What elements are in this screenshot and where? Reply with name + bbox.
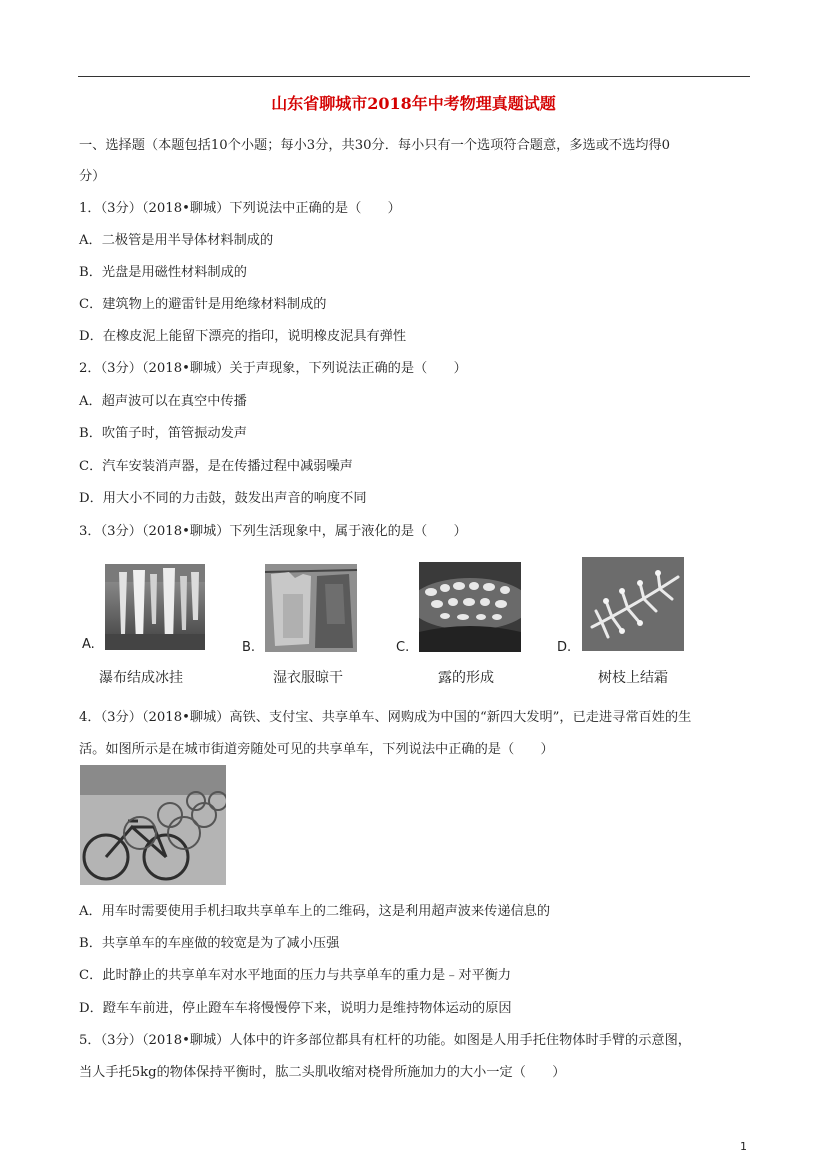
q2-option-a: A．超声波可以在真空中传播 (79, 394, 247, 409)
q3-caption-c: 露的形成 (438, 670, 494, 686)
question-2-stem: 2．（3分）（2018•聊城）关于声现象，下列说法正确的是（ ） (79, 361, 467, 376)
question-1-stem: 1．（3分）（2018•聊城）下列说法中正确的是（ ） (79, 201, 401, 216)
q3-letter-a: A. (82, 637, 95, 652)
q2-option-b: B．吹笛子时，笛管振动发声 (79, 426, 247, 441)
q4-option-b: B．共享单车的车座做的较宽是为了减小压强 (79, 936, 340, 951)
question-4-stem-cont: 活。如图所示是在城市街道旁随处可见的共享单车，下列说法中正确的是（ ） (79, 742, 554, 757)
frost-branch-photo (582, 557, 684, 651)
section-heading: 一、选择题（本题包括10个小题；每小3分，共30分．每小只有一个选项符合题意，多选或不选均得0 (79, 138, 671, 153)
q3-caption-d: 树枝上结霜 (598, 670, 668, 686)
q3-letter-b: B. (242, 640, 256, 655)
q1-option-a: A．二极管是用半导体材料制成的 (79, 233, 274, 248)
q2-option-c: C．汽车安装消声器，是在传播过程中减弱噪声 (79, 459, 353, 474)
q3-letter-d: D. (557, 640, 572, 655)
q1-option-b: B．光盘是用磁性材料制成的 (79, 265, 247, 280)
header-rule (78, 76, 750, 77)
q4-option-a: A．用车时需要使用手机扫取共享单车上的二维码，这是利用超声波来传递信息的 (79, 904, 551, 919)
page-title: 山东省聊城市2018年中考物理真题试题 (271, 94, 556, 113)
q4-option-d: D．蹬车车前进，停止蹬车车将慢慢停下来，说明力是维持物体运动的原因 (79, 1001, 512, 1016)
dew-photo (419, 562, 521, 652)
question-4-stem: 4．（3分）（2018•聊城）高铁、支付宝、共享单车、网购成为中国的“新四大发明”，已走进寻常百姓的生 (79, 710, 692, 725)
question-5-stem: 5．（3分）（2018•聊城）人体中的许多部位都具有杠杆的功能。如图是人用手托住物体时手臂的示意图， (79, 1033, 691, 1048)
q1-option-c: C．建筑物上的避雷针是用绝缘材料制成的 (79, 297, 327, 312)
shared-bikes-photo (80, 765, 226, 885)
question-3-stem: 3．（3分）（2018•聊城）下列生活现象中，属于液化的是（ ） (79, 524, 467, 539)
question-5-stem-cont: 当人手托5kg的物体保持平衡时，肱二头肌收缩对桡骨所施加力的大小一定（ ） (79, 1065, 566, 1080)
q3-caption-a: 瀑布结成冰挂 (99, 670, 183, 686)
icefall-photo (105, 564, 205, 650)
page-number: 1 (740, 1140, 747, 1153)
q4-option-c: C．此时静止的共享单车对水平地面的压力与共享单车的重力是﹣对平衡力 (79, 968, 512, 983)
drying-clothes-photo (265, 564, 357, 652)
q1-option-d: D．在橡皮泥上能留下漂亮的指印，说明橡皮泥具有弹性 (79, 329, 407, 344)
q3-caption-b: 湿衣服晾干 (273, 670, 343, 686)
section-heading-cont: 分） (79, 169, 106, 184)
q2-option-d: D．用大小不同的力击鼓，鼓发出声音的响度不同 (79, 491, 367, 506)
q3-letter-c: C. (396, 640, 410, 655)
